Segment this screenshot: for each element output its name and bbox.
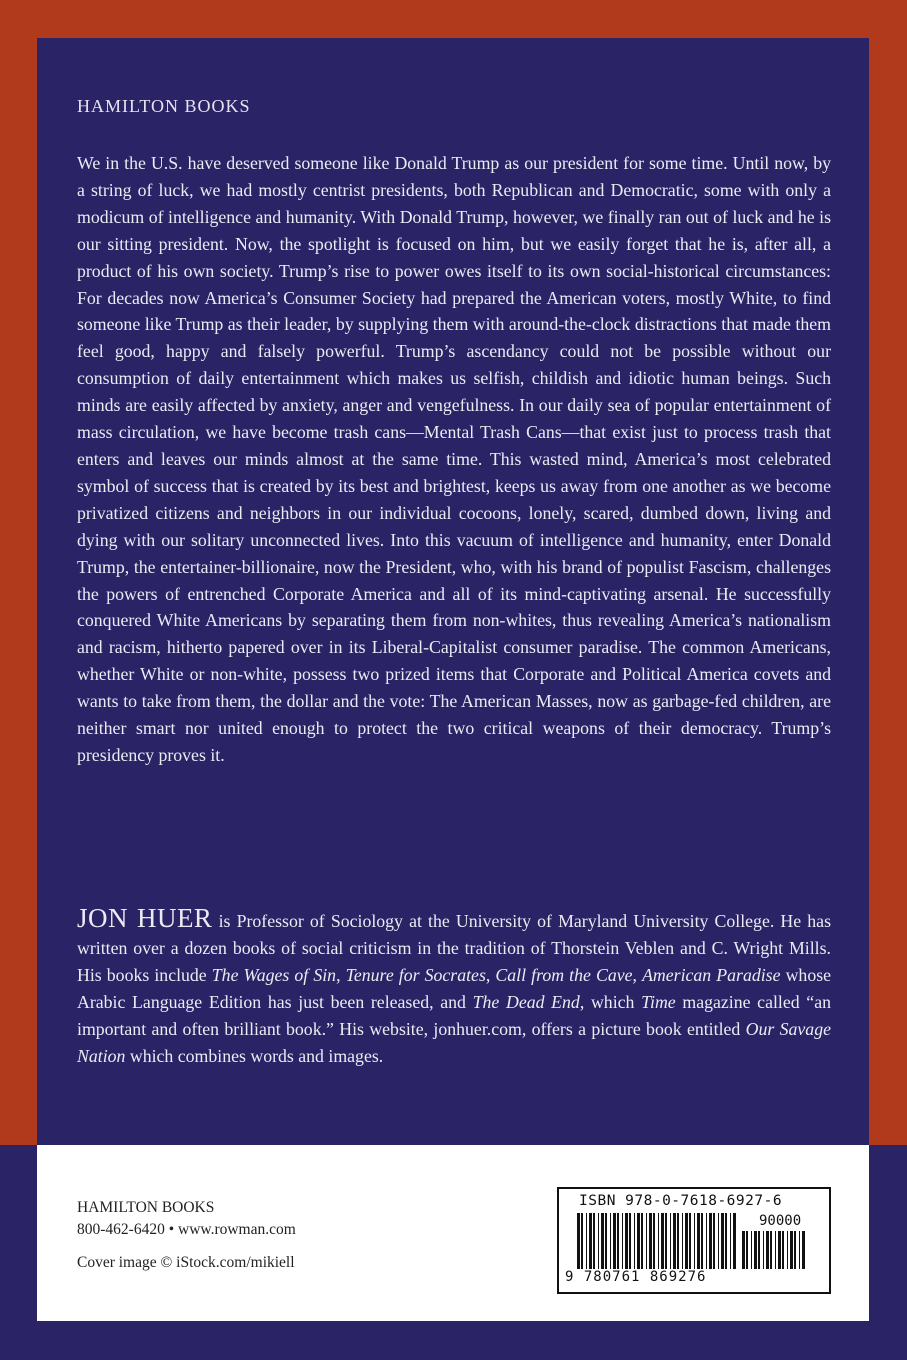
bio-text: , [336, 964, 346, 985]
bio-text: whose Arabic Language Edition has just been released, and [77, 964, 832, 1012]
book-title: Our Savage Nation [77, 1018, 831, 1066]
book-title: American Paradise [642, 964, 781, 985]
blurb-paragraph: We in the U.S. have deserved someone like Donald Trump as our president for some time. Until now, by a string of luck, we had mostly centrist presidents, both Republican and Democratic, some with only a modicum of intelligence and humanity. With Donald Trump, however, we finally ran out of luck and he is our sitting president. Now, the spotlight is focused on him, but we easily forget that he is, after all, a product of his own society. Trump’s rise to power owes itself to its own social-historical circumstances: For decades now America’s Consumer Society had prepared the American voters, mostly White, to find someone like Trump as their leader, by supplying them with around-the-clock distractions that made them feel good, happy and falsely powerful. Trump’s ascendancy could not be possible without our consumption of daily entertainment which makes us selfish, childish and idiotic human beings. Such minds are easily affected by anxiety, anger and vengefulness. In our daily sea of popular entertainment of mass circulation, we have become trash cans—Mental Trash Cans—that exist just to process trash that enters and leaves our minds almost at the same time. This wasted mind, America’s most celebrated symbol of success that is created by its best and brightest, keeps us away from one another as we become privatized citizens and neighbors in our individual cocoons, lonely, scared, dumbed down, living and dying with our solitary unconnected lives. Into this vacuum of intelligence and humanity, enter Donald Trump, the entertainer-billionaire, now the President, who, with his brand of populist Fascism, challenges the powers of entrenched Corporate America and all of its mind-captivating arsenal. He successfully conquered White Americans by separating them from non-whites, thus revealing America’s nationalism and racism, hitherto papered over in its Liberal-Capitalist consumer paradise. The common Americans, whether White or non-white, possess two prized items that Corporate and Political America covets and wants to take from them, the dollar and the vote: The American Masses, now as garbage-fed children, are neither smart nor united enough to protect the two critical weapons of their democracy. Trump’s presidency proves it. [77, 153, 831, 765]
book-title: The Wages of Sin [211, 964, 337, 985]
bio-text: is Professor of Sociology at the University of Maryland University College. He has written over a dozen books of social criticism in the tradition of Thorstein Veblen and C. Wright Mills. His books include [77, 911, 831, 985]
magazine-title: Time [641, 991, 676, 1012]
publisher-info [77, 1197, 296, 1241]
bio-text: , [632, 964, 643, 985]
publisher-contact: 800-462-6420 • www.rowman.com [77, 1221, 296, 1238]
bio-text: , [485, 964, 496, 985]
addon-barcode-bars [742, 1231, 806, 1269]
author-name: JON HUER [77, 903, 213, 933]
imprint-heading: HAMILTON BOOKS [77, 96, 251, 116]
book-title: The Dead End [472, 991, 580, 1012]
cover-credit: Cover image © iStock.com/mikiell [77, 1254, 295, 1271]
book-title: Call from the Cave [495, 964, 633, 985]
isbn-label: ISBN 978-0-7618-6927-6 [579, 1193, 783, 1209]
ean-barcode-bars [577, 1213, 739, 1269]
bio-text: magazine called “an important and often brilliant book.” His website, jonhuer.com, offers a picture book entitled [77, 991, 831, 1039]
book-title: Tenure for Socrates [345, 964, 486, 985]
barcode-digits: 9 780761 869276 [565, 1269, 707, 1285]
publisher-name: HAMILTON BOOKS [77, 1199, 215, 1216]
price-code: 90000 [759, 1213, 802, 1229]
author-bio [77, 905, 831, 1069]
isbn-barcode [557, 1187, 831, 1294]
bio-text: , which [579, 991, 642, 1012]
bio-text: which combines words and images. [125, 1045, 384, 1066]
